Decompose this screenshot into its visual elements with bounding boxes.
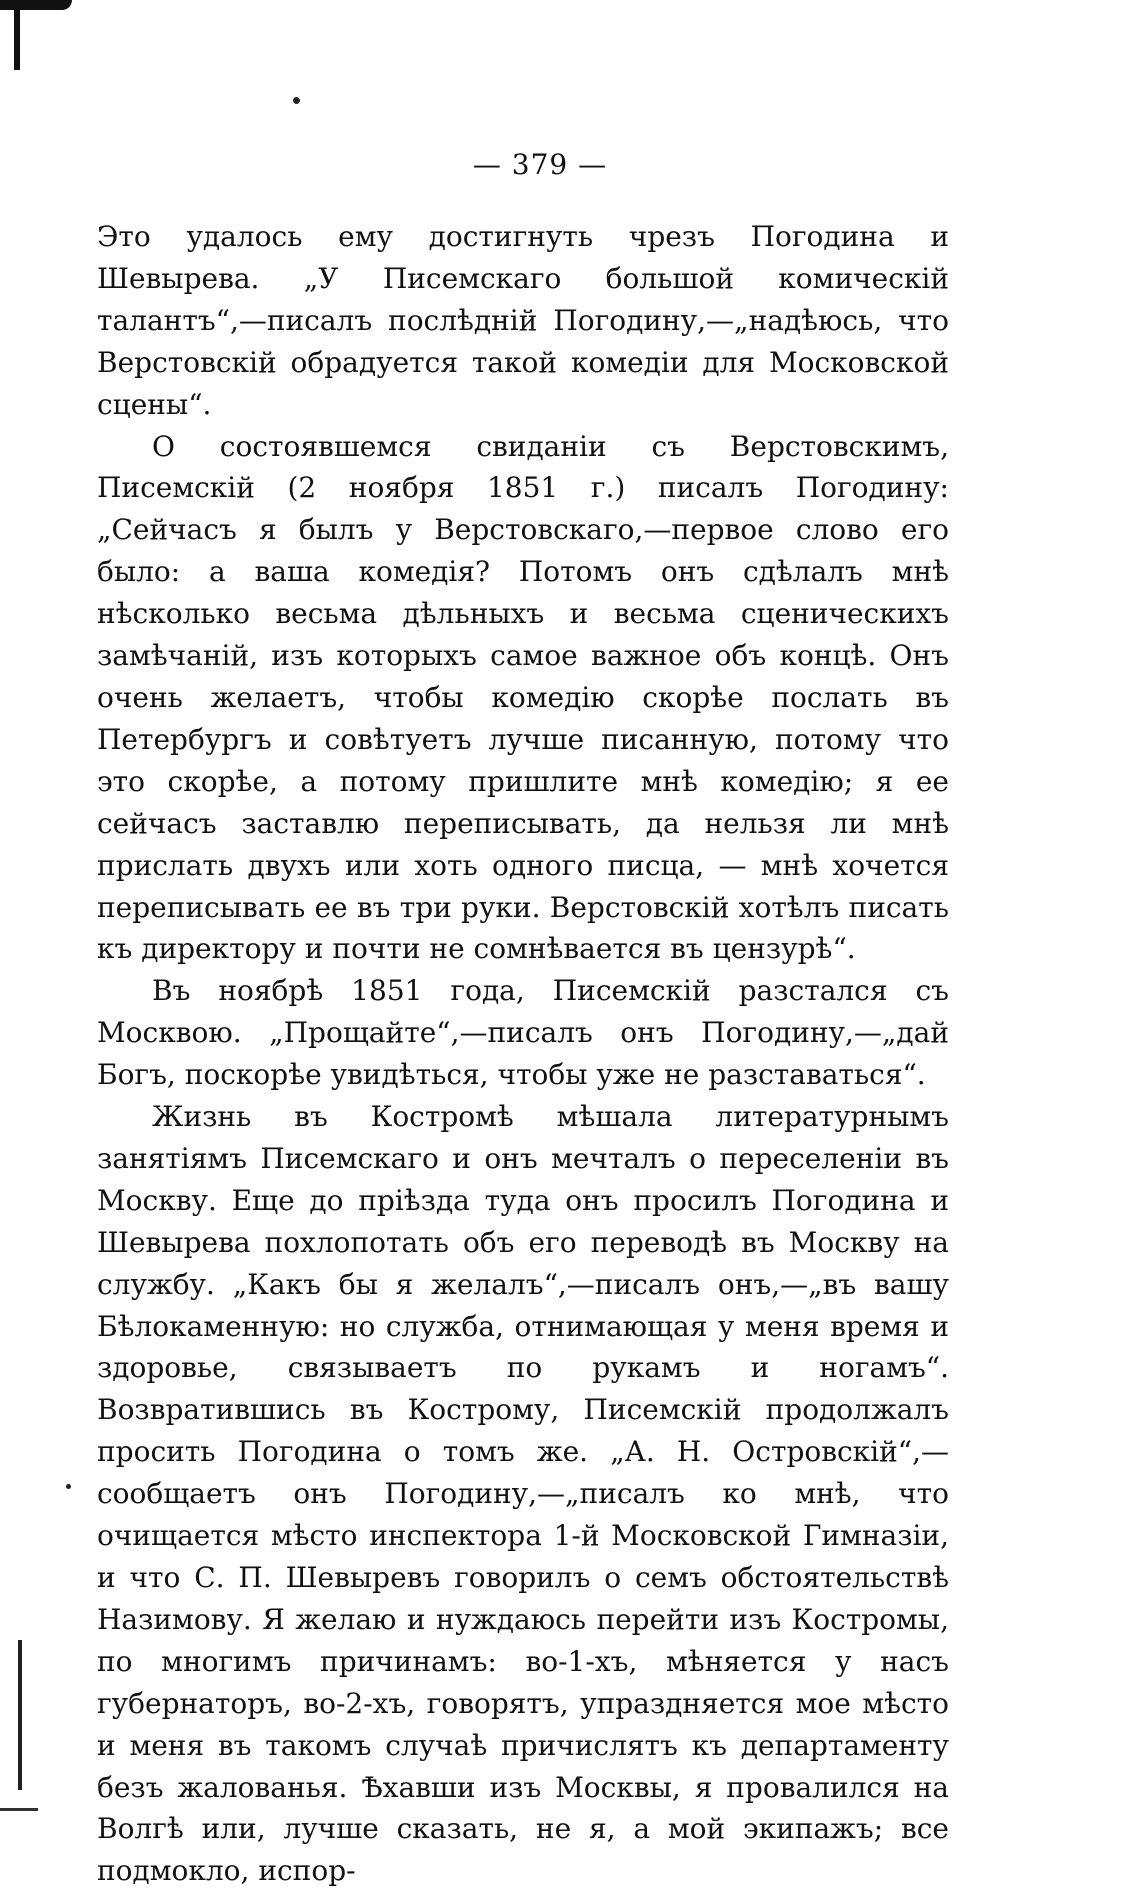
- paragraph: Жизнь въ Костромѣ мѣшала литературнымъ занятіямъ Писемскаго и онъ мечталъ о переселеніи въ Москву. Еще до пріѣзда туда онъ просилъ Погодина и Шевырева похлопотать объ его переводѣ въ Москву на службу. „Какъ бы я желалъ“,—писалъ онъ,—„въ вашу Бѣлокаменную: но служба, отнимающая у меня время и здоровье, связываетъ по рукамъ и ногамъ“. Возвратившись въ Кострому, Писемскій продолжалъ просить Погодина о томъ же. „А. Н. Островскій“,—сообщаетъ онъ Погодину,—„писалъ ко мнѣ, что очищается мѣсто инспектора 1-й Московской Гимназіи, и что С. П. Шевыревъ говорилъ о семъ обстоятельствѣ Назимову. Я желаю и нуждаюсь перейти изъ Костромы, по многимъ причинамъ: во-1-хъ, мѣняется у насъ губернаторъ, во-2-хъ, говорятъ, упраздняется мое мѣсто и меня въ такомъ случаѣ причислятъ къ департаменту безъ жалованья. Ѣхавши изъ Москвы, я провалился на Волгѣ или, лучше сказать, не я, а мой экипажъ; все подмокло, испор-: [97, 1100, 949, 1888]
- scan-edge-mark: [14, 0, 20, 70]
- ink-spot: [66, 1484, 71, 1489]
- paragraph: Это удалось ему достигнуть чрезъ Погодина и Шевырева. „У Писемскаго большой комическій талантъ“,—писалъ послѣдній Погодину,—„надѣюсь, что Верстовскій обрадуется такой комедіи для Московской сцены“.: [97, 220, 949, 421]
- body-text: [97, 216, 949, 1892]
- scan-edge-mark: [18, 1640, 22, 1790]
- scan-edge-mark: [0, 1808, 38, 1811]
- paragraph: Въ ноябрѣ 1851 года, Писемскій разстался съ Москвою. „Прощайте“,—писалъ онъ Погодину,—„дай Богъ, поскорѣе увидѣться, чтобы уже не разставаться“.: [97, 974, 949, 1092]
- page-number: — 379 —: [472, 148, 608, 181]
- paragraph: О состоявшемся свиданіи съ Верстовскимъ, Писемскій (2 ноября 1851 г.) писалъ Погодину: „Сейчасъ я былъ у Верстовскаго,—первое слово его было: а ваша комедія? Потомъ онъ сдѣлалъ мнѣ нѣсколько весьма дѣльныхъ и весьма сценическихъ замѣчаній, изъ которыхъ самое важное объ концѣ. Онъ очень желаетъ, чтобы комедію скорѣе послать въ Петербургъ и совѣтуетъ лучше писанную, потому что это скорѣе, а потому пришлите мнѣ комедію; я ее сейчасъ заставлю переписывать, да нельзя ли мнѣ прислать двухъ или хоть одного писца, — мнѣ хочется переписывать ее въ три руки. Верстовскій хотѣлъ писать къ директору и почти не сомнѣвается въ цензурѣ“.: [97, 429, 949, 966]
- scan-edge-mark: [0, 0, 72, 10]
- ink-spot: [293, 97, 300, 104]
